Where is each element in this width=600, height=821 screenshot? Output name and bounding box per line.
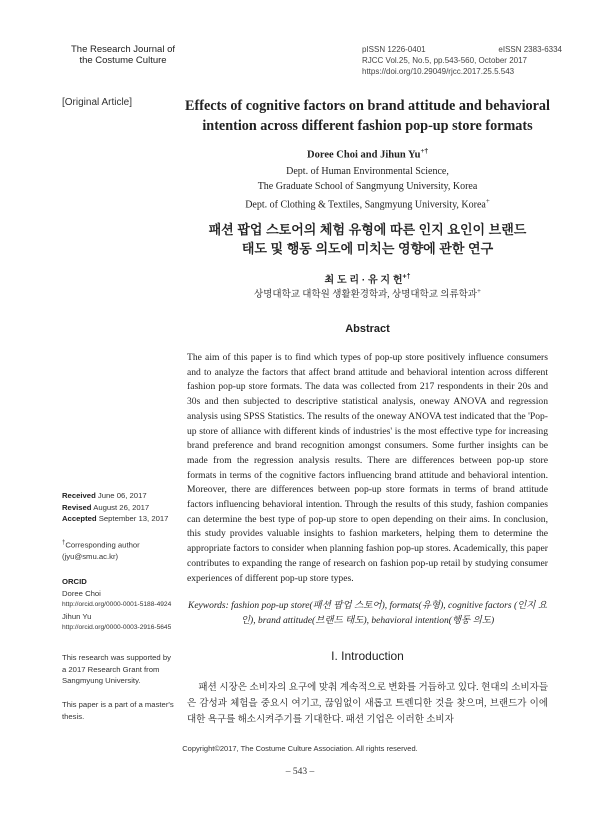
thesis-note: This paper is a part of a master's thesis. — [62, 700, 174, 721]
volume-info: RJCC Vol.25, No.5, pp.543-560, October 2017 — [362, 56, 527, 65]
authors-sup: +† — [420, 147, 428, 155]
affiliations — [185, 164, 550, 212]
publication-meta — [362, 44, 562, 77]
korean-affiliation — [185, 286, 550, 300]
copyright: Copyright©2017, The Costume Culture Association. All rights reserved. — [182, 744, 418, 753]
corr-label: Corresponding author — [65, 540, 140, 550]
grant-note: This research was supported by a 2017 Research Grant from Sangmyung University. — [62, 653, 171, 685]
received-date: June 06, 2017 — [97, 491, 147, 500]
article-title: Effects of cognitive factors on brand attitude and behavioral intention across different fashion pop-up store formats — [185, 98, 550, 134]
korean-authors — [185, 271, 550, 286]
korean-title — [185, 220, 550, 258]
orcid-label: ORCID — [62, 577, 87, 586]
journal-name-line1: The Research Journal of — [70, 44, 176, 55]
orcid-name-1: Doree Choi — [62, 588, 101, 598]
korean-affiliation-text: 상명대학교 대학원 생활환경학과, 상명대학교 의류학과 — [254, 290, 477, 300]
authors-names: Doree Choi and Jihun Yu — [307, 149, 421, 161]
received-label: Received — [62, 491, 96, 500]
korean-authors-names: 최 도 리 · 유 지 헌 — [324, 275, 403, 286]
doi-link[interactable]: https://doi.org/10.29049/rjcc.2017.25.5.543 — [362, 67, 515, 76]
accepted-label: Accepted — [62, 514, 97, 523]
keywords: Keywords: fashion pop-up store(패션 팝업 스토어), formats(유형), cognitive factors (인지 요인), brand attitude(브랜드 태도), behavioral intention(행동 의도) — [187, 601, 548, 626]
orcid-url-2[interactable]: http://orcid.org/0000-0003-2916-5645 — [62, 624, 172, 631]
abstract-text: The aim of this paper is to find which types of pop-up store positively influence consumers and to analyze the factors that affect brand attitude and behavioral intention across different fashion pop-up store formats. The data was collected from 217 respondents in their 20s and 30s and then subjected to descriptive statistical analysis, oneway ANOVA and regression analysis using SPSS Statistics. The results of the oneway ANOVA test indicated that the 'Pop-up store of alliance with different kinds of industries' is the most effective type for increasing brand preference and brand recognition amongst consumers. Some further insights can be made from the regression analysis results. There are differences between pop-up store formats in terms of the cognitive factors influencing brand attitude and behavioral intention. Moreover, there are differences between pop-up store formats in terms of brand attitude factors influencing behavioral intention. Through the results of this study, fashion companies can determine the best type of pop-up store to open depending on their aims. In conclusion, this study provides valuable insights to fashion marketers, helping them to determine the appropriate factors to consider when planning fashion pop-up stores. Academically, this paper contributes to expanding the range of research on fashion pop-up retail by studying consumer experiences of different pop-up store types. — [187, 352, 548, 584]
korean-title-line1: 패션 팝업 스토어의 체험 유형에 따른 인지 요인이 브랜드 — [208, 222, 527, 237]
page-number: – 543 – — [285, 767, 315, 777]
revised-date: August 26, 2017 — [93, 502, 150, 512]
accepted-date: September 13, 2017 — [98, 514, 169, 523]
korean-affiliation-sup: + — [477, 286, 481, 295]
affiliation-line3: Dept. of Clothing & Textiles, Sangmyung University, Korea — [245, 199, 486, 211]
affiliation-line1: Dept. of Human Environmental Science, — [286, 166, 449, 177]
affiliation-line2: The Graduate School of Sangmyung University, Korea — [257, 181, 478, 192]
eissn: eISSN 2383-6334 — [498, 45, 562, 54]
affiliation-sup: + — [485, 197, 490, 205]
corresponding-author — [62, 538, 140, 563]
pissn: pISSN 1226-0401 — [362, 45, 426, 54]
korean-title-line2: 태도 및 행동 의도에 미치는 영향에 관한 연구 — [241, 241, 494, 256]
section-heading: I. Introduction — [331, 649, 404, 663]
abstract-heading: Abstract — [345, 323, 390, 335]
corr-dagger: † — [62, 540, 66, 546]
corr-email[interactable]: (jyu@smu.ac.kr) — [62, 552, 119, 562]
article-history — [62, 490, 168, 525]
korean-authors-sup: +† — [402, 273, 411, 281]
article-type: [Original Article] — [62, 97, 133, 108]
journal-name — [38, 44, 208, 66]
authors — [185, 147, 550, 161]
orcid-name-2: Jihun Yu — [62, 611, 92, 621]
orcid-url-1[interactable]: http://orcid.org/0000-0001-5188-4924 — [62, 601, 172, 608]
journal-name-line2: the Costume Culture — [79, 55, 167, 66]
orcid-block — [62, 576, 171, 634]
revised-label: Revised — [62, 502, 92, 512]
intro-paragraph: 패션 시장은 소비자의 요구에 맞춰 계속적으로 변화를 거듭하고 있다. 현대의 소비자들은 감성과 체험을 중요시 여기고, 끊임없이 새롭고 트렌디한 것을 찾으며, 브랜드가 이에 대한 욕구를 해소시켜주기를 기대한다. 패션 기업은 이러한 소비자 — [187, 683, 548, 725]
